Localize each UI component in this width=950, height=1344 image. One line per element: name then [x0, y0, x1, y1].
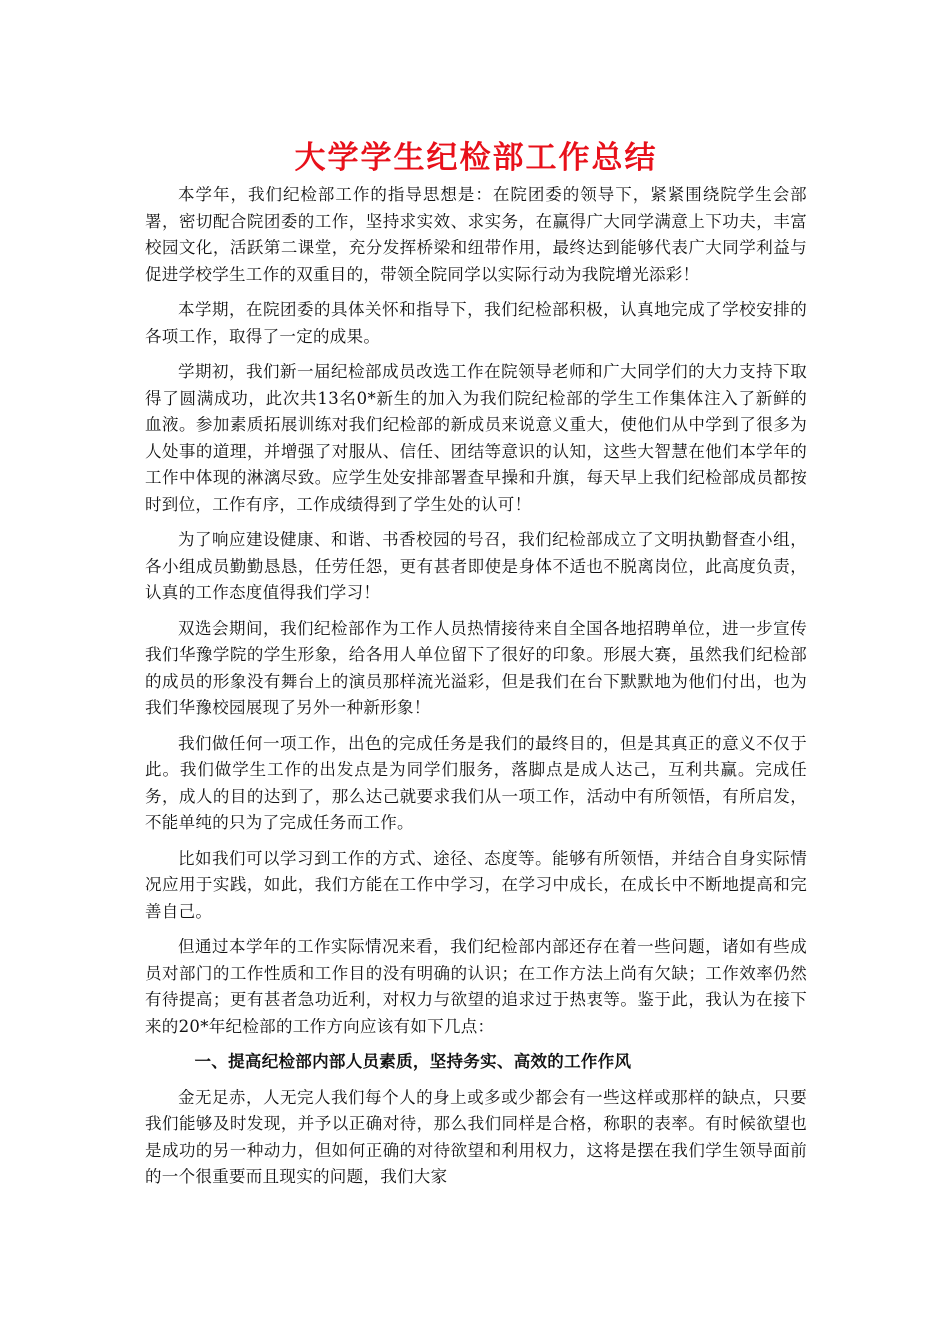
paragraph-guiding-thought: 本学年，我们纪检部工作的指导思想是：在院团委的领导下，紧紧围绕院学生会部署，密切配合院团委的工作，坚持求实效、求实务，在赢得广大同学满意上下功夫，丰富校园文化，活跃第二课堂，充分发挥桥梁和纽带作用，最终达到能够代表广大同学利益与促进学校学生工作的双重目的，带领全院同学以实际行动为我院增光添彩！ [145, 185, 807, 284]
paragraph-semester-summary: 本学期，在院团委的具体关怀和指导下，我们纪检部积极，认真地完成了学校安排的各项工作，取得了一定的成果。 [145, 300, 807, 346]
paragraph-new-members: 学期初，我们新一届纪检部成员改选工作在院领导老师和广大同学们的大力支持下取得了圆满成功，此次共13名0*新生的加入为我们院纪检部的学生工作集体注入了新鲜的血液。参加素质拓展训练对我们纪检部的新成员来说意义重大，使他们从中学到了很多为人处事的道理，并增强了对服从、信任、团结等意识的认知，这些大智慧在他们本学年的工作中体现的淋漓尽致。应学生处安排部署查早操和升旗，每天早上我们纪检部成员都按时到位，工作有序，工作成绩得到了学生处的认可！ [145, 362, 807, 514]
paragraph-section-1: 金无足赤，人无完人我们每个人的身上或多或少都会有一些这样或那样的缺点，只要我们能够及时发现，并予以正确对待，那么我们同样是合格，称职的表率。有时候欲望也是成功的另一种动力，但如何正确的对待欲望和利用权力，这将是摆在我们学生领导面前的一个很重要而且现实的问题，我们大家 [145, 1087, 807, 1186]
document-title: 大学学生纪检部工作总结 [294, 140, 658, 176]
paragraph-learning: 比如我们可以学习到工作的方式、途径、态度等。能够有所领悟，并结合自身实际情况应用于实践，如此，我们方能在工作中学习，在学习中成长，在成长中不断地提高和完善自己。 [145, 848, 807, 921]
section-heading-1: 一、提高纪检部内部人员素质，坚持务实、高效的工作作风 [194, 1052, 632, 1071]
document-page [145, 136, 807, 1200]
paragraph-job-fair: 双选会期间，我们纪检部作为工作人员热情接待来自全国各地招聘单位，进一步宣传我们华豫学院的学生形象，给各用人单位留下了很好的印象。形展大赛，虽然我们纪检部的成员的形象没有舞台上的演员那样流光溢彩，但是我们在台下默默地为他们付出，也为我们华豫校园展现了另外一种新形象！ [145, 618, 807, 717]
paragraph-problems: 但通过本学年的工作实际情况来看，我们纪检部内部还存在着一些问题，诸如有些成员对部门的工作性质和工作目的没有明确的认识；在工作方法上尚有欠缺；工作效率仍然有待提高；更有甚者急功近利，对权力与欲望的追求过于热衷等。鉴于此，我认为在接下来的20*年纪检部的工作方向应该有如下几点： [145, 937, 807, 1036]
paragraph-civil-duty: 为了响应建设健康、和谐、书香校园的号召，我们纪检部成立了文明执勤督查小组，各小组成员勤勤恳恳，任劳任怨，更有甚者即使是身体不适也不脱离岗位，此高度负责，认真的工作态度值得我们学习！ [145, 530, 807, 602]
paragraph-work-purpose: 我们做任何一项工作，出色的完成任务是我们的最终目的，但是其真正的意义不仅于此。我们做学生工作的出发点是为同学们服务，落脚点是成人达己，互利共赢。完成任务，成人的目的达到了，那么达己就要求我们从一项工作，活动中有所领悟，有所启发，不能单纯的只为了完成任务而工作。 [145, 733, 807, 832]
